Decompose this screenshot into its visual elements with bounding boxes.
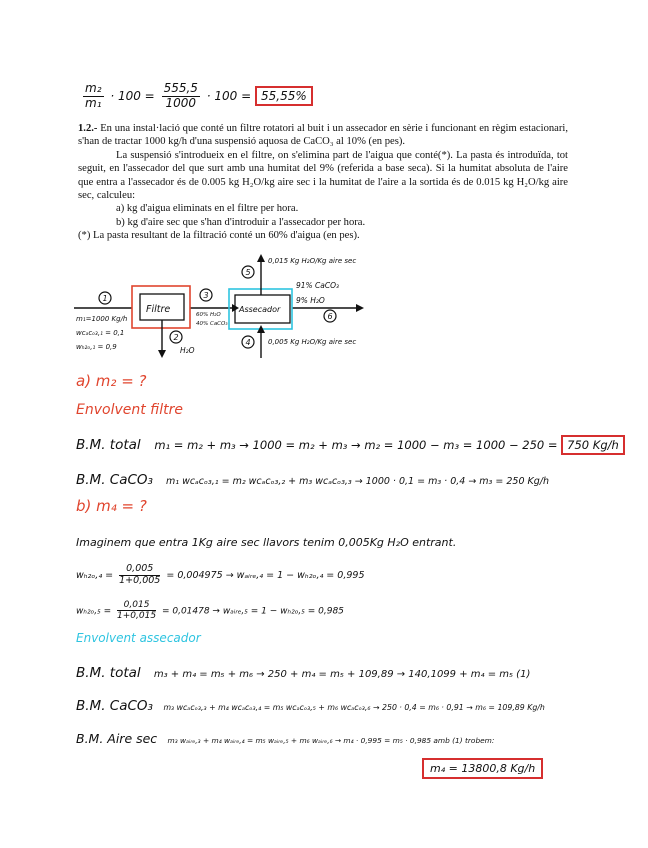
footnote: (*) La pasta resultant de la filtració conté un 60% d'aigua (en pes). (78, 230, 360, 242)
top-equation: $\frac{\text{m₂}}{\text{m₁}}$ · 100 = $\frac{555,5}{1000}$ · 100 = 55,55% (80, 82, 313, 111)
s6-h2o: 9% H₂O (296, 296, 325, 305)
s2-h2o: H₂O (180, 346, 195, 355)
statement-p1: En una instal·lació que conté un filtre rotatori al buit i un assecador en sèrie i funcionant en règim estacionari, s'han de tractar 1000 kg/h d'una suspensió aquosa de CaCO₃ al 10% (en pes). (78, 123, 568, 148)
s1-wcaco3: wᴄₐᴄₒ₃,₁ = 0,1 (76, 329, 125, 337)
value-fraction: $\frac{555,5}{1000}$ (163, 81, 198, 110)
question-a: a) kg d'aigua eliminats en el filtre per hora. (116, 203, 299, 215)
stream-1-label: 1 (102, 294, 108, 303)
w4-calculation: wₕ₂ₒ,₄ = $\frac{0,005}{1+0,005}$ = 0,004975 → wₐᵢᵣₑ,₄ = 1 − wₕ₂ₒ,₄ = 0,995 (76, 563, 365, 586)
stream-6-label: 6 (327, 312, 333, 321)
part-a-heading: a) m₂ = ? (76, 372, 147, 390)
stream-2-arrow (158, 350, 166, 358)
s3-caco3: 40% CaCO₃ (196, 321, 228, 327)
m4-result: m₄ = 13800,8 Kg/h (422, 758, 543, 779)
bm-caco3-dryer (76, 698, 545, 714)
yield-result: 55,55% (255, 86, 313, 106)
stream-4-label: 4 (245, 338, 251, 347)
stream-5-arrow (257, 254, 265, 262)
problem-number: 1.2.- (78, 123, 98, 134)
s6-caco3: 91% CaCO₃ (296, 281, 340, 290)
stream-3-label: 3 (203, 291, 209, 300)
problem-statement (78, 122, 568, 243)
bm2-caco3-equation: m₃ wᴄₐᴄₒ₃,₃ + m₄ wᴄₐᴄₒ₃,₄ = m₅ wᴄₐᴄₒ₃,₅ + m₆ wᴄₐᴄₒ₃,₆ → 250 · 0,4 = m₆ · 0,91 → m₆ = 109,89 Kg/h (163, 703, 545, 712)
bm2-aire-equation: m₃ wₐᵢᵣₑ,₃ + m₄ wₐᵢᵣₑ,₄ = m₅ wₐᵢᵣₑ,₅ + m₆ wₐᵢᵣₑ,₆ → m₄ · 0,995 = m₅ · 0,985 amb (1) trobem: (167, 736, 495, 745)
process-diagram (0, 248, 648, 363)
bm-total-dryer (76, 665, 530, 681)
dryer-label: Assecador (239, 305, 281, 314)
final-result-box (422, 762, 543, 775)
s4-humidity: 0,005 Kg H₂O/Kg aire sec (268, 338, 357, 346)
w5-fraction: $\frac{0,015}{1+0,015}$ (117, 600, 157, 622)
bm-caco3-filter (76, 472, 549, 488)
w4-fraction: $\frac{0,005}{1+0,005}$ (119, 563, 161, 586)
assumption-line: Imaginem que entra 1Kg aire sec llavors tenim 0,005Kg H₂O entrant. (76, 536, 457, 549)
question-b: b) kg d'aire sec que s'han d'introduir a l'assecador per hora. (116, 216, 366, 228)
filter-label: Filtre (146, 304, 171, 315)
bm-air-dryer (76, 731, 494, 746)
dryer-envelope-heading: Envolvent assecador (76, 631, 201, 645)
bm-caco3-equation: m₁ wᴄₐᴄₒ₃,₁ = m₂ wᴄₐᴄₒ₃,₂ + m₃ wᴄₐᴄₒ₃,₃ → 1000 · 0,1 = m₃ · 0,4 → m₃ = 250 Kg/h (165, 476, 550, 487)
m2-result: 750 Kg/h (561, 435, 625, 455)
bm2-aire-label: B.M. Aire sec (76, 731, 158, 746)
stream-5-label: 5 (245, 268, 251, 277)
statement-p2: La suspensió s'introdueix en el filtre, on s'elimina part de l'aigua que conté(*). La pasta és introduïda, tot seguit, en l'assecador del que surt amb una humitat del 9% (referida a base seca). Si la humitat absoluta de l'aire que entra a l'assecador és de 0.005 kg H₂O/kg aire sec i la humitat de l'aire a la sortida és de 0.015 kg H₂O/kg aire sec, calculeu: (78, 149, 568, 202)
bm2-total-label: B.M. total (76, 665, 141, 681)
bm2-total-equation: m₃ + m₄ = m₅ + m₆ → 250 + m₄ = m₅ + 109,89 → 140,1099 + m₄ = m₅ (1) (153, 669, 531, 680)
bm-caco3-label: B.M. CaCO₃ (76, 472, 153, 488)
s1-mass: m₁=1000 Kg/h (76, 315, 128, 323)
part-b-heading: b) m₄ = ? (76, 497, 147, 515)
w5-calculation: wₕ₂ₒ,₅ = $\frac{0,015}{1+0,015}$ = 0,01478 → wₐᵢᵣₑ,₅ = 1 − wₕ₂ₒ,₅ = 0,985 (76, 600, 344, 622)
s3-h2o: 60% H₂O (196, 312, 221, 318)
stream-2-label: 2 (173, 333, 179, 342)
s1-wh2o: wₕ₂ₒ,₁ = 0,9 (76, 343, 117, 351)
stream-6-arrow (356, 304, 364, 312)
s5-humidity: 0,015 Kg H₂O/Kg aire sec (268, 257, 357, 265)
bm-total-filter (76, 437, 625, 453)
bm-total-label: B.M. total (76, 437, 141, 453)
ratio-fraction: $\frac{\text{m₂}}{\text{m₁}}$ (85, 81, 102, 110)
bm-total-equation: m₁ = m₂ + m₃ → 1000 = m₂ + m₃ → m₂ = 1000 − m₃ = 1000 − 250 = (154, 438, 558, 452)
filter-envelope-heading: Envolvent filtre (76, 402, 183, 418)
bm2-caco3-label: B.M. CaCO₃ (76, 698, 153, 714)
